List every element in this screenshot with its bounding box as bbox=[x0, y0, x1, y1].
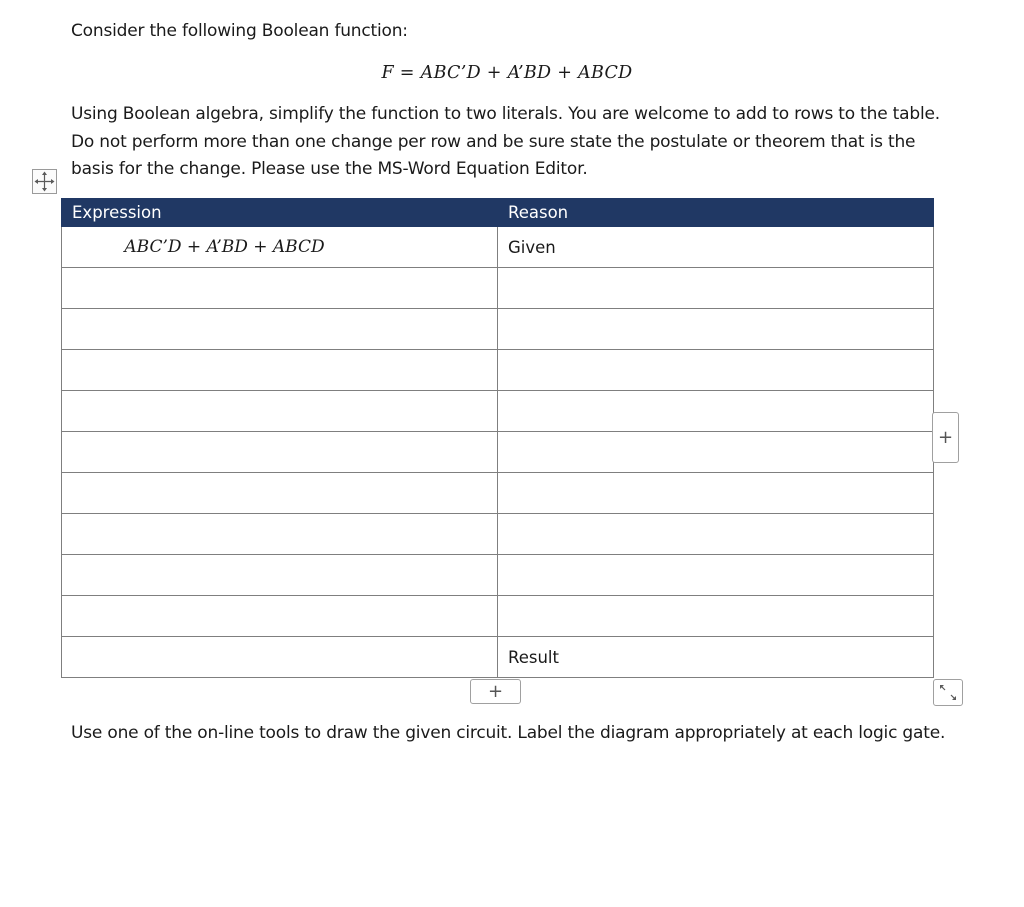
reason-cell[interactable] bbox=[498, 555, 934, 596]
result-cell[interactable]: Result bbox=[498, 637, 934, 678]
intro-text: Consider the following Boolean function: bbox=[71, 21, 408, 41]
table-row bbox=[62, 555, 934, 596]
plus-icon: + bbox=[937, 427, 954, 448]
table-row bbox=[62, 514, 934, 555]
reason-cell[interactable]: Given bbox=[498, 227, 934, 268]
expression-cell[interactable] bbox=[62, 637, 498, 678]
table-row bbox=[62, 309, 934, 350]
table-row bbox=[62, 473, 934, 514]
expression-cell[interactable]: ABC’D + A’BD + ABCD bbox=[62, 227, 498, 268]
table-row bbox=[62, 268, 934, 309]
reason-cell[interactable] bbox=[498, 309, 934, 350]
expression-cell[interactable] bbox=[62, 309, 498, 350]
expression-header: Expression bbox=[62, 199, 498, 227]
reason-cell[interactable] bbox=[498, 514, 934, 555]
plus-icon: + bbox=[487, 681, 504, 702]
table-row bbox=[62, 391, 934, 432]
boolean-equation: F = ABC’D + A’BD + ABCD bbox=[381, 63, 633, 83]
reason-cell[interactable] bbox=[498, 391, 934, 432]
table-move-handle[interactable] bbox=[32, 169, 57, 194]
outro-text: Use one of the on-line tools to draw the given circuit. Label the diagram appropriately at each logic gate. bbox=[71, 723, 946, 743]
table-row bbox=[62, 596, 934, 637]
expression-cell[interactable] bbox=[62, 350, 498, 391]
reason-cell[interactable] bbox=[498, 596, 934, 637]
add-row-button[interactable] bbox=[470, 679, 521, 704]
table-row-result bbox=[62, 637, 934, 678]
reason-cell[interactable] bbox=[498, 268, 934, 309]
expression-cell[interactable] bbox=[62, 473, 498, 514]
reason-cell[interactable] bbox=[498, 473, 934, 514]
table-row bbox=[62, 350, 934, 391]
expression-cell[interactable] bbox=[62, 596, 498, 637]
table-resize-handle[interactable] bbox=[933, 679, 963, 706]
expression-cell[interactable] bbox=[62, 555, 498, 596]
add-column-button[interactable] bbox=[932, 412, 959, 463]
table-row bbox=[62, 227, 934, 268]
reason-header: Reason bbox=[498, 199, 934, 227]
move-arrows-icon bbox=[33, 170, 56, 193]
expression-cell[interactable] bbox=[62, 391, 498, 432]
expression-cell[interactable] bbox=[62, 432, 498, 473]
reason-cell[interactable] bbox=[498, 350, 934, 391]
table-row bbox=[62, 432, 934, 473]
reason-cell[interactable] bbox=[498, 432, 934, 473]
expression-cell[interactable] bbox=[62, 268, 498, 309]
expression-cell[interactable] bbox=[62, 514, 498, 555]
instructions-text: Using Boolean algebra, simplify the function to two literals. You are welcome to add to rows to the table. Do not perform more than one change per row and be sure state the postulate or theorem that is the basis for the change. Please use the MS-Word Equation Editor. bbox=[71, 104, 940, 179]
simplification-table bbox=[61, 198, 934, 678]
resize-arrows-icon bbox=[934, 680, 962, 705]
table-header-row bbox=[62, 199, 934, 227]
